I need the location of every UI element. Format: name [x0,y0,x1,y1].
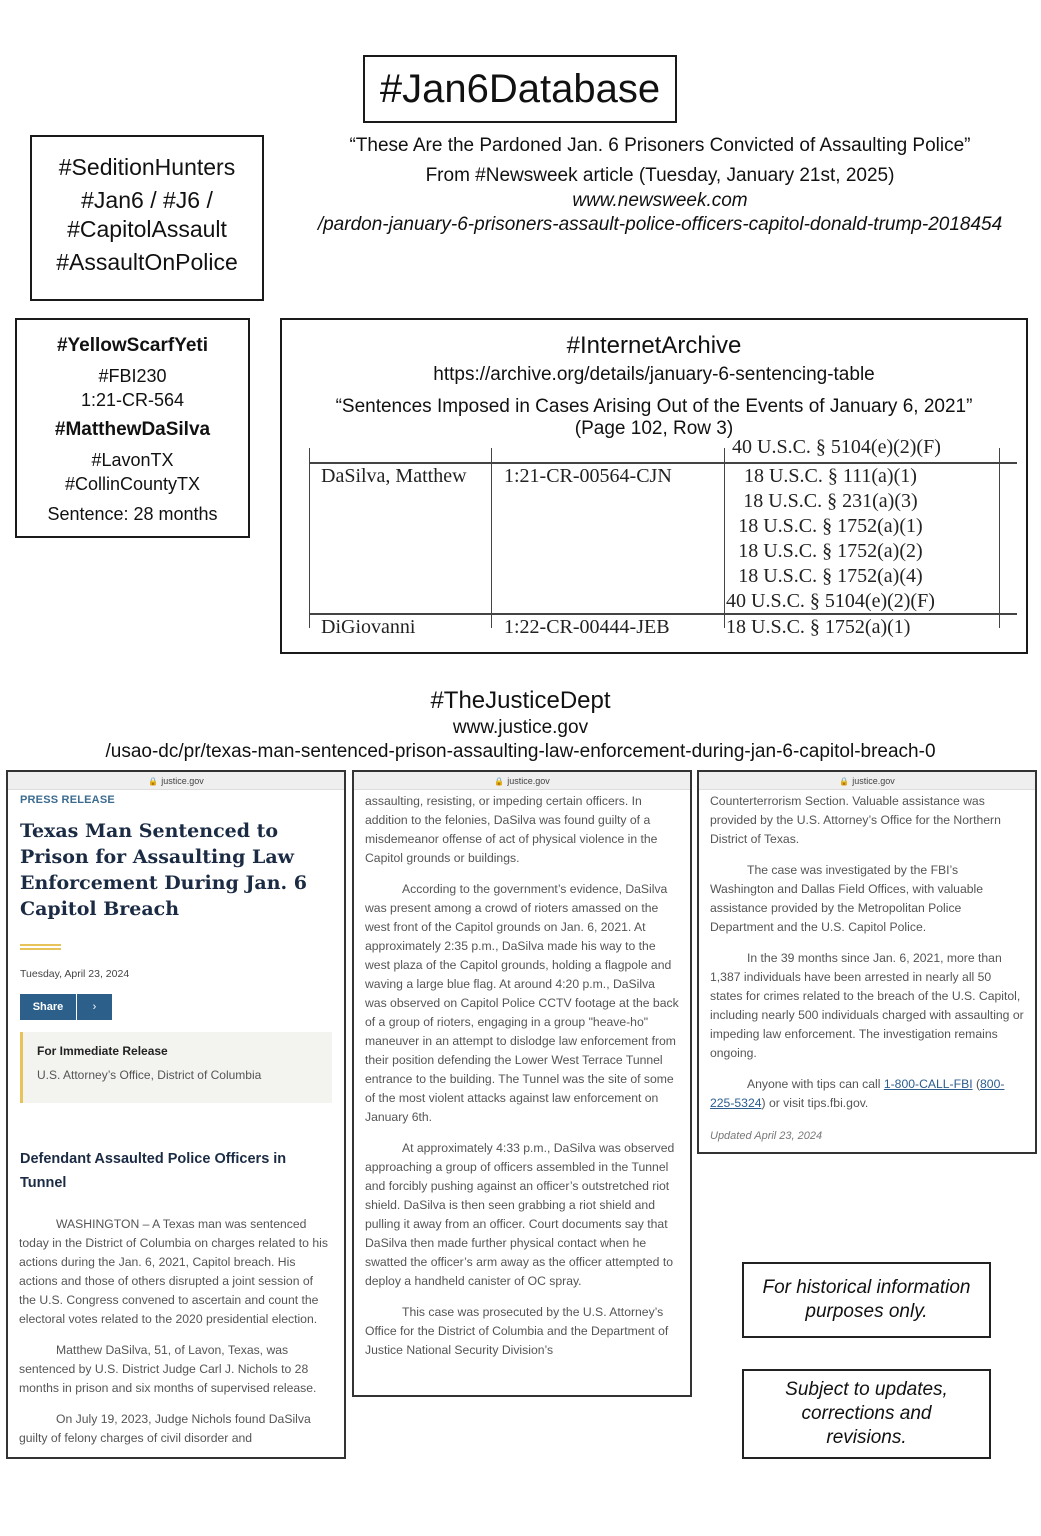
page-title: #Jan6Database [379,66,661,111]
tips-prefix: Anyone with tips can call [747,1077,884,1091]
next-case-number: 1:22-CR-00444-JEB [504,616,670,638]
newsweek-url-path[interactable]: /pardon-january-6-prisoners-assault-police-officers-capitol-donald-trump-2018454 [317,214,1003,235]
next-defendant: DiGiovanni [321,616,416,638]
archive-url[interactable]: https://archive.org/details/january-6-sentencing-table [433,364,875,385]
release-office: U.S. Attorney’s Office, District of Columbia [37,1068,262,1082]
statute: 18 U.S.C. § 111(a)(1) [743,465,917,487]
hashtag: #AssaultOnPolice [56,249,238,275]
paragraph: Counterterrorism Section. Valuable assistance was provided by the U.S. Attorney’s Office for the Northern District of Texas. [710,794,1001,846]
updated-date: Updated April 23, 2024 [710,1130,823,1142]
release-info-box [20,1032,332,1103]
tips-paragraph [710,1075,1024,1113]
paragraph: Matthew DaSilva, 51, of Lavon, Texas, was sentenced by U.S. District Judge Carl J. Nichols to 28 months in prison and six months of supervised release. [19,1343,317,1395]
archive-box [280,318,1028,654]
paragraph: WASHINGTON – A Texas man was sentenced today in the District of Columbia on charges related to his actions during the Jan. 6, 2021, Capitol breach. His actions and those of others disrupted a joint session of the U.S. Congress convened to ascertain and count the electoral votes related to the 2020 presidential election. [19,1217,328,1326]
paragraph: In the 39 months since Jan. 6, 2021, more than 1,387 individuals have been arrested in nearly all 50 states for crimes related to the breach of the U.S. Capitol, including nearly 500 individuals charged with assaulting or impeding law enforcement. The investigation remains ongoing. [710,951,1024,1060]
paragraph: This case was prosecuted by the U.S. Attorney’s Office for the District of Columbia and the Department of Justice National Security Division’s [365,1305,669,1357]
sentence: Sentence: 28 months [47,504,218,524]
paragraph: On July 19, 2023, Judge Nichols found DaSilva guilty of felony charges of civil disorder and [19,1412,311,1445]
doj-url-domain[interactable]: www.justice.gov [452,717,589,738]
share-control [20,994,332,1020]
statute-list [726,464,935,614]
county: #CollinCountyTX [64,474,201,494]
disclaimer-historical-text: For historical information purposes only. [762,1277,971,1322]
paragraph: The case was investigated by the FBI’s Washington and Dallas Field Offices, with valuable assistance provided by the Metropolitan Police Department and the U.S. Capitol Police. [710,863,984,934]
article-body [699,792,1035,1146]
alias: #YellowScarfYeti [56,335,209,356]
browser-address-bar[interactable] [354,772,690,790]
browser-address-bar[interactable] [8,772,344,790]
archive-location: (Page 102, Row 3) [574,418,734,439]
press-release-title: Texas Man Sentenced to Prison for Assaulting Law Enforcement During Jan. 6 Capitol Breach [20,820,308,920]
doj-heading: #TheJusticeDept [430,687,611,714]
doj-screenshot-3 [697,770,1037,1154]
disclaimer-updates-text: Subject to updates, corrections and revisions. [785,1379,948,1448]
browser-domain: justice.gov [507,776,550,786]
browser-address-bar[interactable] [699,772,1035,790]
prev-row-statute: 40 U.S.C. § 5104(e)(2)(F) [732,436,941,458]
browser-domain: justice.gov [161,776,204,786]
sentencing-table-scan [309,436,1017,638]
article-body [8,1215,344,1448]
newsweek-source: From #Newsweek article (Tuesday, January 21st, 2025) [425,165,895,186]
paragraph: assaulting, resisting, or impeding certain officers. In addition to the felonies, DaSilva was found guilty of a misdemeanor offense of act of physical violence in the Capitol grounds or buildings. [365,794,658,865]
doj-screenshot-1 [6,770,346,1459]
statute: 18 U.S.C. § 1752(a)(2) [738,540,923,562]
paragraph: At approximately 4:33 p.m., DaSilva was observed approaching a group of officers assembled in the Tunnel and forcibly pushing against an officer’s outstretched riot shield. DaSilva is then seen grabbing a riot shield and pulling it away from an officer. Court documents say that DaSilva then made further physical contact when he swatted the officer’s arm away as the officer attempted to deploy a handheld canister of OC spray. [365,1141,675,1288]
defendant-case-number: 1:21-CR-00564-CJN [504,465,672,487]
press-release-date: Tuesday, April 23, 2024 [20,968,130,980]
statute: 18 U.S.C. § 231(a)(3) [743,490,918,512]
newsweek-url-domain[interactable]: www.newsweek.com [572,190,748,211]
share-button[interactable]: Share [20,994,76,1020]
statute: 18 U.S.C. § 1752(a)(4) [738,565,923,587]
lock-icon: 🔒 [148,777,159,786]
next-statute: 18 U.S.C. § 1752(a)(1) [726,616,911,638]
fbi-tipline-link[interactable]: 1-800-CALL-FBI [883,1077,973,1091]
statute: 40 U.S.C. § 5104(e)(2)(F) [726,590,935,612]
hashtag: #CapitolAssault [67,216,227,242]
fbi-id: #FBI230 [98,366,167,386]
town: #LavonTX [91,450,174,470]
archive-doc-title: “Sentences Imposed in Cases Arising Out of the Events of January 6, 2021” [335,396,973,417]
page-title-box [363,55,677,123]
hashtag: #SeditionHunters [58,154,236,180]
article-body [354,792,690,1360]
press-release-label: PRESS RELEASE [20,794,115,806]
newsweek-reference [285,133,1035,237]
tips-suffix: ) or visit tips.fbi.gov. [761,1096,869,1110]
browser-domain: justice.gov [852,776,895,786]
fbi-phone-link[interactable]: 800-225-5324 [710,1077,1005,1110]
release-title: For Immediate Release [37,1044,168,1058]
press-release-subhead: Defendant Assaulted Police Officers in Tunnel [20,1151,287,1191]
chevron-right-icon[interactable]: › [77,994,112,1020]
lock-icon: 🔒 [494,777,505,786]
disclaimer-historical [742,1262,991,1338]
hashtag-box [30,135,264,301]
person-info-box [15,318,250,538]
doj-url-path[interactable]: /usao-dc/pr/texas-man-sentenced-prison-assaulting-law-enforcement-during-jan-6-capitol-breach-0 [105,741,936,762]
archive-heading: #InternetArchive [566,332,742,359]
newsweek-headline: “These Are the Pardoned Jan. 6 Prisoners Convicted of Assaulting Police” [349,135,971,156]
hashtag: #Jan6 / #J6 / [81,187,213,213]
doj-screenshot-2 [352,770,692,1397]
defendant-name: DaSilva, Matthew [321,465,467,487]
lock-icon: 🔒 [839,777,850,786]
statute: 18 U.S.C. § 1752(a)(1) [738,515,923,537]
paragraph: According to the government’s evidence, DaSilva was present among a crowd of rioters amassed on the west front of the Capitol grounds on Jan. 6, 2021. At approximately 2:35 p.m., DaSilva made his way to the west plaza of the Capitol grounds, holding a flagpole and waving a large blue flag. At around 4:20 p.m., DaSilva was observed on Capitol Police CCTV footage at the back of a group of rioters, engaging in a group "heave-ho" maneuver in an attempt to dislodge law enforcement from their position defending the Lower West Terrace Tunnel entrance to the building. The Tunnel was the site of some of the most violent attacks against law enforcement on January 6th. [365,882,679,1124]
person-name: #MatthewDaSilva [54,419,211,440]
disclaimer-updates [742,1369,991,1459]
paren: ( [975,1077,981,1091]
case-number: 1:21-CR-564 [80,390,185,410]
doj-reference [0,686,1041,764]
